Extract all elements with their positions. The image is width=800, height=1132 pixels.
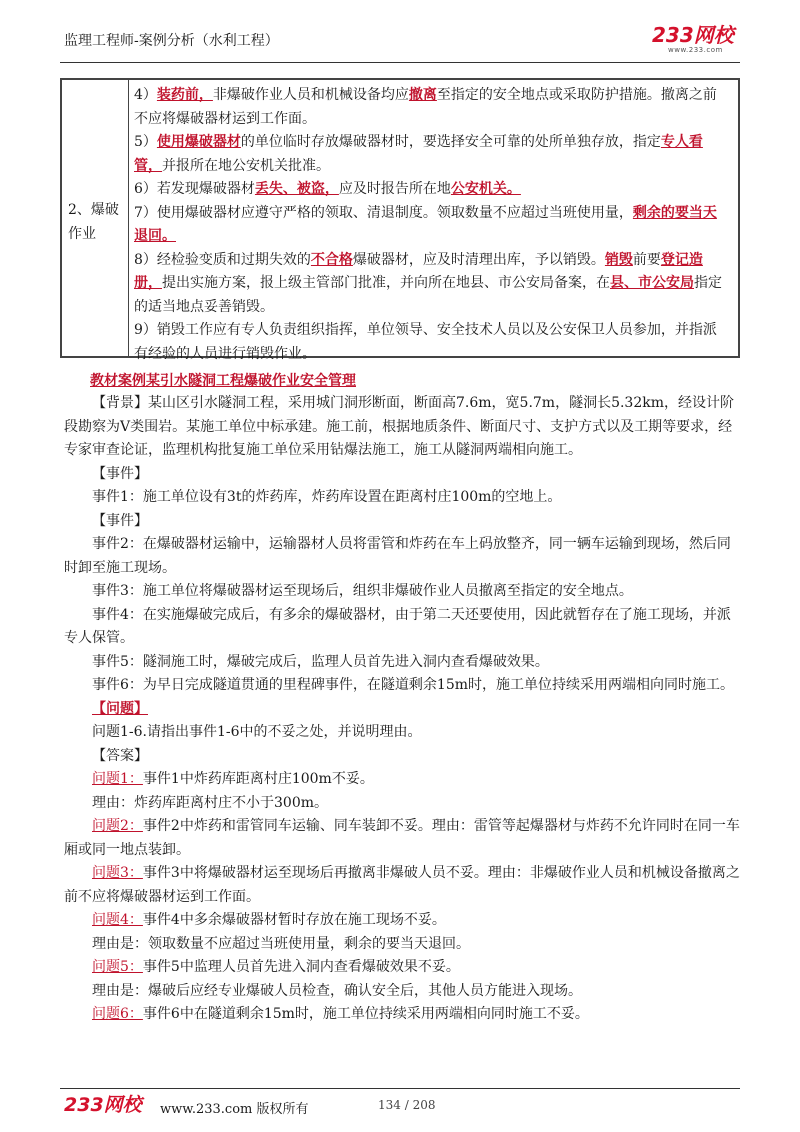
table-category-cell [62,80,129,356]
answer-heading: 【答案】 [92,747,148,764]
answer-text: 事件1中炸药库距离村庄100m不妥。 [142,771,374,787]
table-item [134,202,730,249]
event-4: 事件4：在实施爆破完成后，有多余的爆破器材，由于第二天还要使用，因此就暂存在了施工现场，并派专人保管。 [64,606,731,646]
answer-item [64,768,744,792]
logo-url: www.233.com [668,46,723,54]
highlight-text: 剩余的要当天退回。 [134,204,717,244]
answer-text: 事件5中监理人员首先进入洞内查看爆破效果不妥。 [142,959,460,975]
answer-label: 问题2： [92,818,143,834]
item-text: 6）若发现爆破器材 [134,181,255,197]
answer-text: 事件4中多余爆破器材暂时存放在施工现场不妥。 [142,912,446,928]
highlight-text: 使用爆破器材 [156,134,241,150]
highlight-text: 登记造册， [134,251,703,291]
event-2: 事件2：在爆破器材运输中，运输器材人员将雷管和炸药在车上码放整齐，同一辆车运输到现场，然后同时卸至施工现场。 [64,536,731,576]
logo-text: 233网校 [652,23,734,47]
item-text: 9）销毁工作应有专人负责组织指挥，单位领导、安全技术人员以及公安保卫人员参加，并指派有经验的人员进行销毁作业。 [134,322,717,362]
question-heading: 【问题】 [92,700,148,717]
page-number: 134 / 208 [378,1098,436,1112]
answer-text: 事件3中将爆破器材运至现场后再撤离非爆破人员不妥。理由：非爆破作业人员和机械设备撤离之前不应将爆破器材运到工作面。 [64,865,740,905]
table-items-cell [134,84,730,366]
item-text: 并报所在地公安机关批准。 [162,157,330,174]
highlight-text: 不合格 [310,251,353,268]
highlight-text: 县、市公安局 [610,275,694,291]
highlight-text: 专人看管， [134,134,703,174]
table-item [134,319,730,366]
table-category: 2、爆破作业 [68,202,119,242]
item-text: 提出实施方案，报上级主管部门批准，并向所在地县、市公安局备案，在 [162,275,610,291]
answer-label: 问题5： [92,959,143,975]
answer-reason: 理由是：领取数量不应超过当班使用量，剩余的要当天退回。 [92,935,470,952]
event-6: 事件6：为早日完成隧道贯通的里程碑事件，在隧道剩余15m时，施工单位持续采用两端相向同时施工。 [92,677,734,693]
header-divider [60,62,740,63]
item-text: 8）经检验变质和过期失效的 [134,251,311,268]
answer-item [64,862,744,909]
event-3: 事件3：施工单位将爆破器材运至现场后，组织非爆破作业人员撤离至指定的安全地点。 [92,583,633,599]
highlight-text: 公安机关。 [450,181,521,197]
event-1: 事件1：施工单位设有3t的炸药库，炸药库设置在距离村庄100m的空地上。 [92,489,562,505]
brand-logo [652,22,742,48]
item-text: 指定的适当地点妥善销毁。 [134,275,722,315]
answer-item [64,815,744,862]
item-text: 爆破器材，应及时清理出库，予以销毁。 [352,251,605,268]
case-title: 教材案例某引水隧洞工程爆破作业安全管理 [90,373,356,389]
answer-item [64,1003,744,1027]
item-text: 的单位临时存放爆破器材时，要选择安全可靠的处所单独存放，指定 [240,134,661,150]
event-heading: 【事件】 [92,465,148,482]
answer-label: 问题4： [92,912,143,928]
table-item [134,84,730,131]
answer-label: 问题6： [92,1006,143,1022]
header-title: 监理工程师-案例分析（水利工程） [64,33,279,49]
rules-table [60,78,740,362]
question-text: 问题1-6.请指出事件1-6中的不妥之处，并说明理由。 [92,724,422,740]
highlight-text: 撤离 [408,87,437,103]
answer-item [64,909,744,933]
footer-logo [64,1092,152,1116]
highlight-text: 丢失、被盗， [254,181,339,197]
item-text: 应及时报告所在地 [338,181,451,197]
item-text: 至指定的安全地点或采取防护措施。撤离之前不应将爆破器材运到工作面。 [134,87,717,127]
item-text: 4） [134,87,157,103]
footer-logo-text: 233网校 [64,1094,142,1116]
footer-divider [60,1088,740,1089]
background-paragraph: 【背景】某山区引水隧洞工程，采用城门洞形断面，断面高7.6m，宽5.7m，隧洞长5.32km，经设计阶段勘察为V类围岩。某施工单位中标承建。施工前，根据地质条件、断面尺寸、支护方式以及工期等要求，经专家审查论证，监理机构批复施工单位采用钻爆法施工，施工从隧洞两端相向施工。 [64,395,735,458]
answer-label: 问题3： [92,865,143,881]
answer-label: 问题1： [92,771,143,787]
item-text: 5） [134,134,157,150]
item-text: 非爆破作业人员和机械设备均应 [212,87,409,103]
answer-text: 事件2中炸药和雷管同车运输、同车装卸不妥。理由：雷管等起爆器材与炸药不允许同时在同一车厢或同一地点装卸。 [64,818,740,858]
case-body [64,392,744,1027]
table-item [134,178,730,202]
answer-item [64,956,744,980]
answer-reason: 理由：炸药库距离村庄不小于300m。 [92,794,328,811]
highlight-text: 装药前， [156,87,213,103]
answer-list [64,768,744,1027]
answer-reason: 理由是：爆破后应经专业爆破人员检查，确认安全后，其他人员方能进入现场。 [92,982,582,999]
footer-copyright: www.233.com 版权所有 [160,1102,309,1117]
highlight-text: 销毁 [604,251,633,268]
answer-text: 事件6中在隧道剩余15m时，施工单位持续采用两端相向同时施工不妥。 [142,1006,589,1022]
table-item [134,131,730,178]
event-heading-2: 【事件】 [92,512,148,529]
item-text: 7）使用爆破器材应遵守严格的领取、清退制度。领取数量不应超过当班使用量， [134,204,633,221]
table-item [134,249,730,320]
event-5: 事件5：隧洞施工时，爆破完成后，监理人员首先进入洞内查看爆破效果。 [92,653,549,670]
item-text: 前要 [632,251,661,268]
